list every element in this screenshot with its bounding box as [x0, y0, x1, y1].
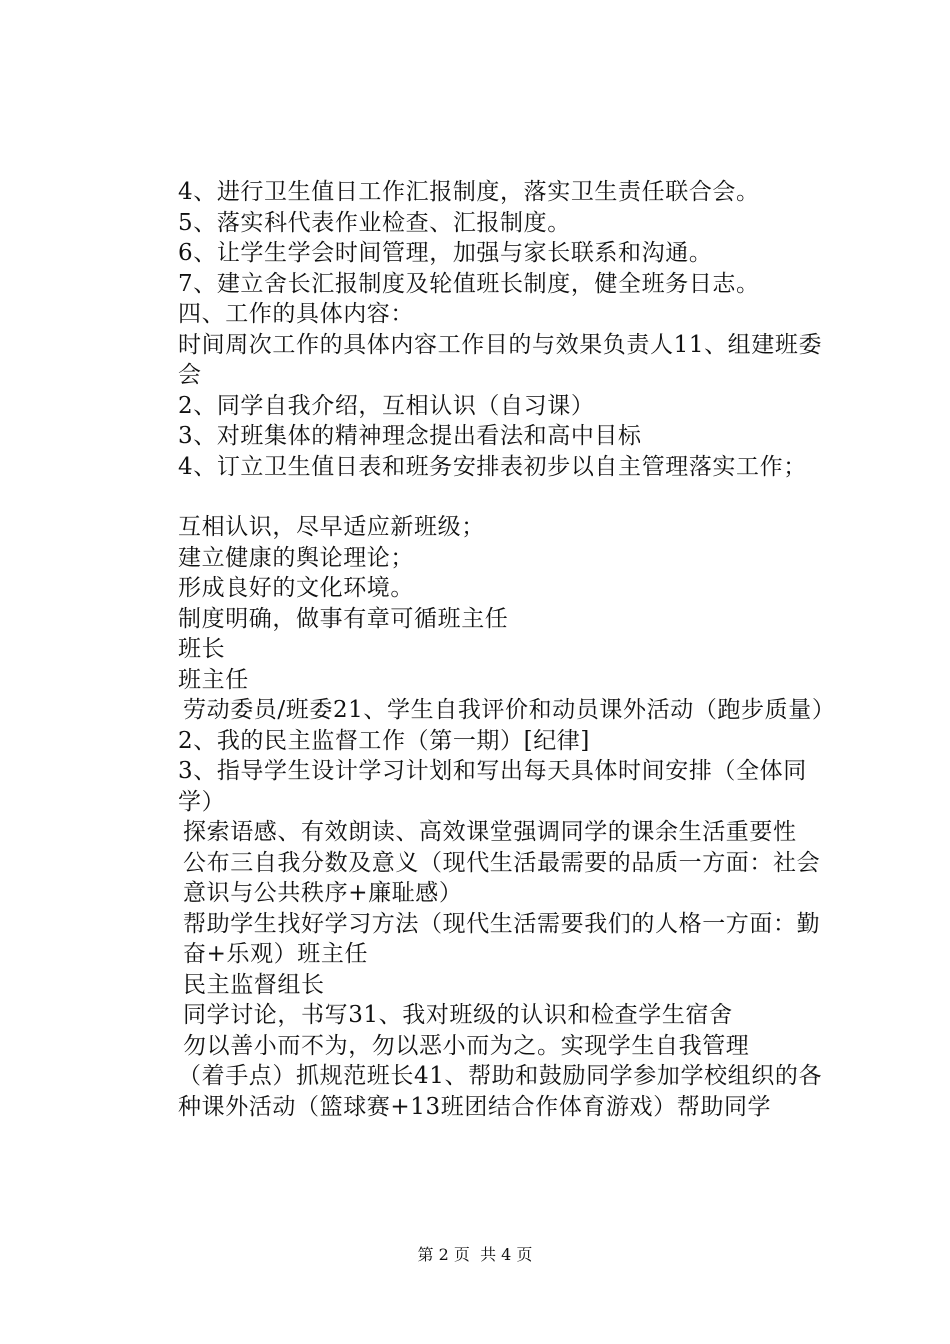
paragraph-line: 3、指导学生设计学习计划和写出每天具体时间安排（全体同学） — [178, 758, 807, 815]
paragraph-line: 建立健康的舆论理论； — [178, 544, 414, 571]
paragraph-line: 民主监督组长 — [183, 971, 325, 998]
section-heading: 四、工作的具体内容： — [178, 301, 414, 327]
paragraph-line: 班长 — [178, 636, 226, 662]
blank-line — [130, 482, 842, 512]
paragraph-line: 5、落实科代表作业检查、汇报制度。 — [178, 209, 571, 236]
paragraph-line: 勿以善小而不为，勿以恶小而为之。实现学生自我管理 — [183, 1032, 750, 1059]
paragraph-line: 6、让学生学会时间管理，加强与家长联系和沟通。 — [178, 240, 713, 266]
paragraph-line: 4、进行卫生值日工作汇报制度，落实卫生责任联合会。 — [178, 179, 760, 205]
paragraph-line: 公布三自我分数及意义（现代生活最需要的品质一方面：社会意识与公共秩序+廉耻感） — [183, 849, 821, 906]
paragraph-line: 互相认识，尽早适应新班级； — [178, 514, 485, 540]
paragraph-line: 同学讨论，书写31、我对班级的认识和检查学生宿舍 — [183, 1002, 733, 1028]
paragraph-line: 制度明确，做事有章可循班主任 — [178, 605, 509, 632]
paragraph-line: 3、对班集体的精神理念提出看法和高中目标 — [178, 423, 642, 449]
paragraph-line: 探索语感、有效朗读、高效课堂强调同学的课余生活重要性 — [183, 819, 797, 845]
paragraph-line: 班主任 — [178, 666, 249, 693]
paragraph-line: 时间周次工作的具体内容工作目的与效果负责人11、组建班委会 — [178, 331, 823, 388]
paragraph-line: 4、订立卫生值日表和班务安排表初步以自主管理落实工作； — [178, 453, 807, 480]
paragraph-line: 帮助学生找好学习方法（现代生活需要我们的人格一方面：勤奋+乐观）班主任 — [183, 910, 821, 967]
paragraph-line: 2、同学自我介绍，互相认识（自习课） — [178, 392, 595, 419]
paragraph-line: （着手点）抓规范班长41、帮助和鼓励同学参加学校组织的各种课外活动（篮球赛+13班团结合作体育游戏）帮助同学 — [178, 1063, 823, 1120]
paragraph-line: 2、我的民主监督工作（第一期）[纪律] — [178, 727, 590, 754]
paragraph-line: 劳动委员/班委21、学生自我评价和动员课外活动（跑步质量） — [183, 697, 836, 723]
document-body — [130, 177, 842, 1122]
page-number: 第 2 页 共 4 页 — [417, 1245, 533, 1264]
paragraph-line: 7、建立舍长汇报制度及轮值班长制度，健全班务日志。 — [178, 270, 760, 297]
paragraph-line: 形成良好的文化环境。 — [178, 575, 414, 601]
